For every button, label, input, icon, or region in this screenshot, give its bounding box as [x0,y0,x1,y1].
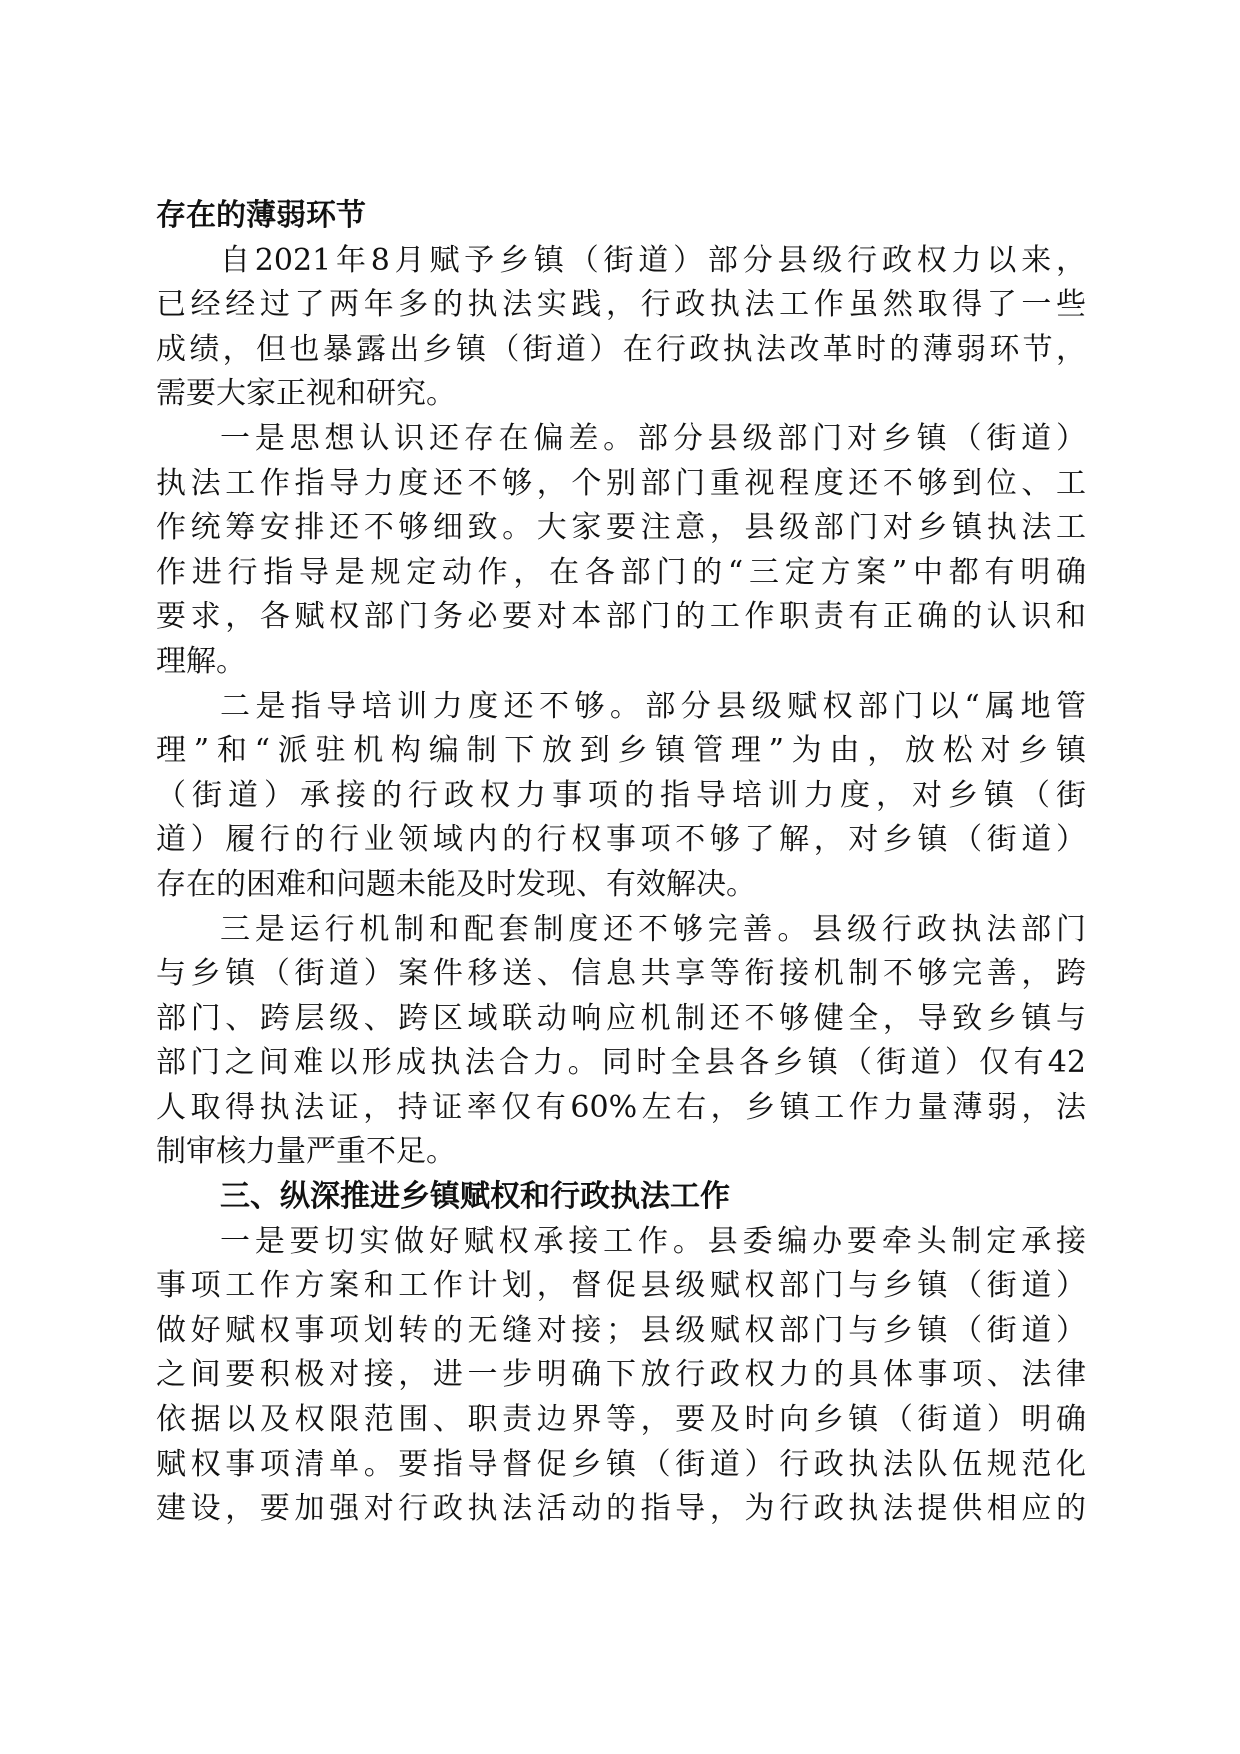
paragraph-empowerment-acceptance [156,1220,1086,1532]
text-line: 需要大家正视和研究。 [156,376,456,412]
text-line: 部门、跨层级、跨区域联动响应机制还不够健全，导致乡镇与 [156,1000,1086,1036]
text-line: 理”和“派驻机构编制下放到乡镇管理”为由，放松对乡镇 [156,733,1086,769]
text-line: 依据以及权限范围、职责边界等，要及时向乡镇（街道）明确 [156,1402,1086,1438]
text-line: 作进行指导是规定动作，在各部门的“三定方案”中都有明确 [156,554,1086,590]
paragraph-intro [156,239,1086,417]
text-line: 一是思想认识还存在偏差。部分县级部门对乡镇（街道） [220,420,1086,456]
text-line: 之间要积极对接，进一步明确下放行政权力的具体事项、法律 [156,1357,1086,1393]
paragraph-guidance-training [156,685,1086,908]
text-line: 作统筹安排还不够细致。大家要注意，县级部门对乡镇执法工 [156,510,1086,546]
text-line: 自2021年8月赋予乡镇（街道）部分县级行政权力以来， [220,242,1086,278]
text-line: 事项工作方案和工作计划，督促县级赋权部门与乡镇（街道） [156,1268,1086,1304]
continued-heading: 存在的薄弱环节 [156,198,366,233]
text-line: 人取得执法证，持证率仅有60%左右，乡镇工作力量薄弱，法 [156,1089,1086,1125]
text-line: 存在的困难和问题未能及时发现、有效解决。 [156,866,756,902]
text-line: 道）履行的行业领域内的行权事项不够了解，对乡镇（街道） [156,822,1086,858]
text-line: 成绩，但也暴露出乡镇（街道）在行政执法改革时的薄弱环节， [156,331,1086,367]
section-heading: 三、纵深推进乡镇赋权和行政执法工作 [220,1179,730,1215]
text-line: 制审核力量严重不足。 [156,1134,456,1170]
paragraph-ideological-understanding [156,417,1086,685]
text-line: 要求，各赋权部门务必要对本部门的工作职责有正确的认识和 [156,599,1086,635]
text-line: 三是运行机制和配套制度还不够完善。县级行政执法部门 [220,911,1086,947]
text-line: 二是指导培训力度还不够。部分县级赋权部门以“属地管 [220,688,1086,724]
text-line: 执法工作指导力度还不够，个别部门重视程度还不够到位、工 [156,465,1086,501]
text-line: 与乡镇（街道）案件移送、信息共享等衔接机制不够完善，跨 [156,956,1086,992]
paragraph-operating-mechanism [156,908,1086,1176]
text-line: 做好赋权事项划转的无缝对接；县级赋权部门与乡镇（街道） [156,1312,1086,1348]
text-line: 部门之间难以形成执法合力。同时全县各乡镇（街道）仅有42 [156,1045,1086,1081]
text-line: （街道）承接的行政权力事项的指导培训力度，对乡镇（街 [156,777,1086,813]
text-line: 建设，要加强对行政执法活动的指导，为行政执法提供相应的 [156,1491,1086,1527]
text-line: 已经经过了两年多的执法实践，行政执法工作虽然取得了一些 [156,287,1086,323]
text-line: 赋权事项清单。要指导督促乡镇（街道）行政执法队伍规范化 [156,1446,1086,1482]
text-line: 一是要切实做好赋权承接工作。县委编办要牵头制定承接 [220,1223,1086,1259]
document-body [156,194,1086,1532]
text-line: 理解。 [156,643,246,679]
